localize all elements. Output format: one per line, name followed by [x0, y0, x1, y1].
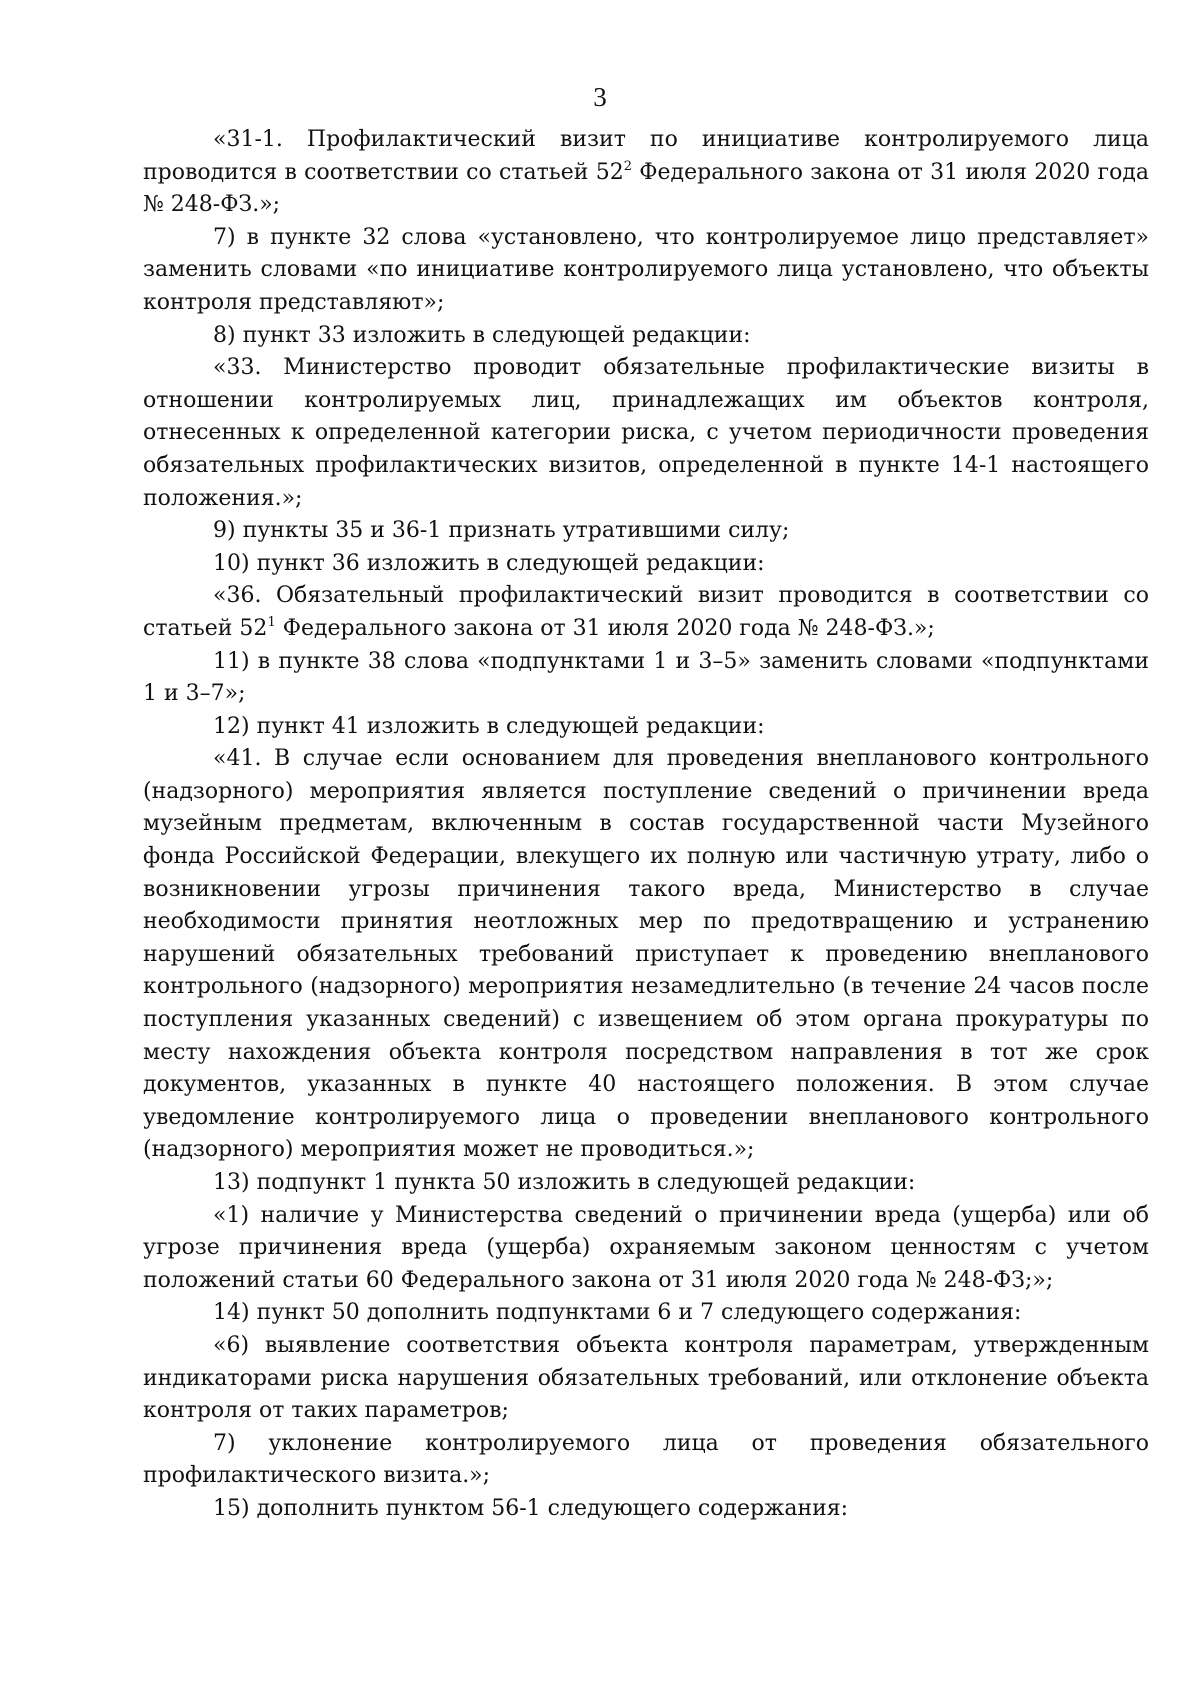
- paragraph: 13) подпункт 1 пункта 50 изложить в следующей редакции:: [213, 1170, 916, 1195]
- paragraph: «31-1. Профилактический визит по инициативе контролируемого лица проводится в соответствии со статьей $52^2$ Федерального закона от 31 июля 2020 года № 248-ФЗ.»;: [143, 127, 1149, 218]
- superscript: 2: [623, 158, 632, 174]
- paragraph: «6) выявление соответствия объекта контроля параметрам, утвержденным индикаторами риска нарушения обязательных требований, или отклонение объекта контроля от таких параметров;: [143, 1332, 1149, 1424]
- paragraph: «33. Министерство проводит обязательные профилактические визиты в отношении контролируемых лиц, принадлежащих им объектов контроля, отнесенных к определенной категории риска, с учетом периодичности проведения обязательных профилактических визитов, определенной в пункте 14-1 настоящего положения.»;: [143, 355, 1149, 511]
- paragraph: 9) пункты 35 и 36-1 признать утратившими силу;: [213, 518, 790, 544]
- page-number: 3: [593, 82, 607, 112]
- paragraph: «1) наличие у Министерства сведений о причинении вреда (ущерба) или об угрозе причинения вреда (ущерба) охраняемым законом ценностям с учетом положений статьи 60 Федерального закона от 31 июля 2020 года № 248-ФЗ;»;: [143, 1202, 1149, 1293]
- paragraph: 7) в пункте 32 слова «установлено, что контролируемое лицо представляет» заменить словами «по инициативе контролируемого лица установлено, что объекты контроля представляют»;: [143, 224, 1149, 315]
- paragraph: «41. В случае если основанием для проведения внепланового контрольного (надзорного) мероприятия является поступление сведений о причинении вреда музейным предметам, включенным в состав государственной части Музейного фонда Российской Федерации, влекущего их полную или частичную утрату, либо о возникновении угрозы причинения такого вреда, Министерство в случае необходимости принятия неотложных мер по предотвращению и устранению нарушений обязательных требований приступает к проведению внепланового контрольного (надзорного) мероприятия незамедлительно (в течение 24 часов после поступления указанных сведений) с извещением об этом органа прокуратуры по месту нахождения объекта контроля посредством направления в тот же срок документов, указанных в пункте 40 настоящего положения. В этом случае уведомление контролируемого лица о проведении внепланового контрольного (надзорного) мероприятия может не проводиться.»;: [143, 746, 1149, 1163]
- paragraph: 7) уклонение контролируемого лица от проведения обязательного профилактического визита.»;: [143, 1430, 1149, 1489]
- paragraph: 11) в пункте 38 слова «подпунктами 1 и 3–5» заменить словами «подпунктами 1 и 3–7»;: [143, 648, 1149, 707]
- document-body: [143, 124, 1149, 1526]
- paragraph: 10) пункт 36 изложить в следующей редакции:: [213, 550, 765, 576]
- paragraph: 14) пункт 50 дополнить подпунктами 6 и 7 следующего содержания:: [213, 1300, 1022, 1326]
- paragraph: «36. Обязательный профилактический визит проводится в соответствии со статьей $52^1$ Федерального закона от 31 июля 2020 года № 248-ФЗ.»;: [143, 583, 1149, 641]
- paragraph: 12) пункт 41 изложить в следующей редакции:: [213, 713, 765, 739]
- paragraph: 15) дополнить пунктом 56-1 следующего содержания:: [213, 1495, 849, 1521]
- superscript: 1: [267, 614, 276, 630]
- paragraph: 8) пункт 33 изложить в следующей редакции:: [213, 322, 751, 348]
